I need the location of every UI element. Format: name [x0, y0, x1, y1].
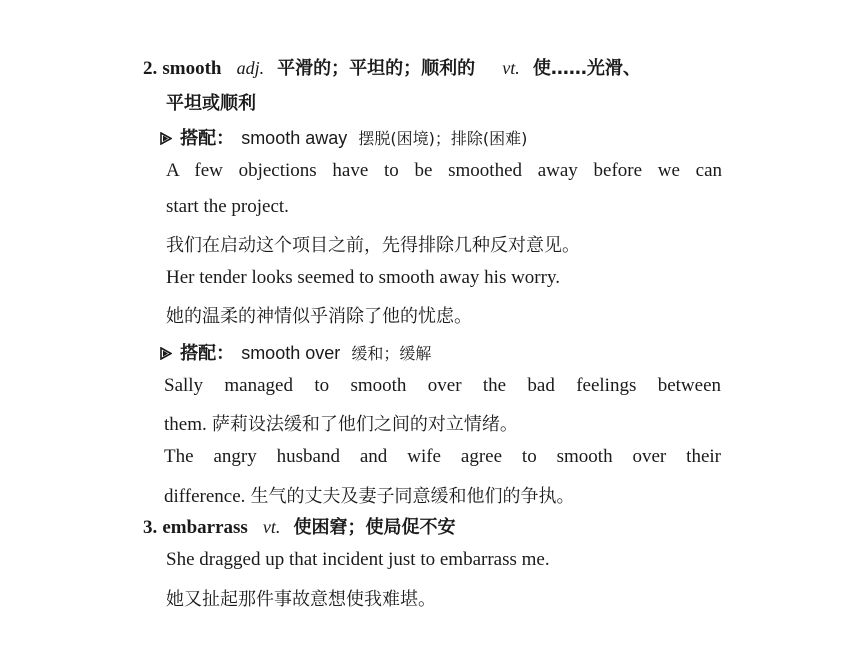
arrow-right-icon	[160, 132, 172, 145]
example-en-continued: them.	[164, 414, 207, 435]
part-of-speech-adj: adj.	[236, 58, 265, 78]
part-of-speech-vt: vt.	[262, 517, 281, 537]
example-en: Sally managed to smooth over the bad feelings between	[164, 375, 721, 396]
example-cn: 她的温柔的神情似乎消除了他的忧虑。	[166, 306, 472, 327]
example-en: She dragged up that incident just to embarrass me.	[166, 549, 550, 570]
collocation-smooth-away	[160, 124, 527, 150]
example-en-continued: start the project.	[166, 196, 289, 217]
collocation-phrase: smooth away	[241, 128, 348, 148]
collocation-phrase: smooth over	[241, 343, 341, 363]
entry-embarrass-headline	[143, 513, 456, 539]
part-of-speech-vt: vt.	[502, 58, 520, 78]
meaning-vt-continued: 平坦或顺利	[166, 93, 256, 114]
entry-number: 2.	[143, 58, 158, 79]
entry-smooth-headline	[143, 54, 641, 80]
collocation-meaning: 摆脱(困境)；排除(困难)	[358, 129, 528, 148]
collocation-label: 搭配：	[180, 128, 235, 149]
example-mixed	[164, 410, 518, 436]
meaning-vt: 使……光滑、	[532, 58, 641, 79]
collocation-label: 搭配：	[180, 343, 235, 364]
example-en: The angry husband and wife agree to smooth over their	[164, 446, 721, 467]
entry-number: 3.	[143, 517, 158, 538]
example-mixed	[164, 482, 575, 508]
headword: smooth	[162, 58, 222, 79]
headword: embarrass	[162, 517, 248, 538]
example-cn: 生气的丈夫及妻子同意缓和他们的争执。	[250, 486, 575, 507]
meaning-vt: 使困窘；使局促不安	[293, 517, 456, 538]
example-cn: 她又扯起那件事故意想使我难堪。	[166, 589, 436, 610]
example-en: Her tender looks seemed to smooth away his worry.	[166, 267, 560, 288]
collocation-smooth-over	[160, 339, 431, 365]
example-cn: 我们在启动这个项目之前，先得排除几种反对意见。	[166, 235, 580, 256]
arrow-right-icon	[160, 347, 172, 360]
example-en: A few objections have to be smoothed away before we can	[166, 160, 722, 181]
example-cn: 萨莉设法缓和了他们之间的对立情绪。	[211, 414, 518, 435]
example-en-continued: difference.	[164, 486, 246, 507]
collocation-meaning: 缓和；缓解	[351, 344, 432, 363]
meaning-adj: 平滑的；平坦的；顺利的	[277, 58, 476, 79]
